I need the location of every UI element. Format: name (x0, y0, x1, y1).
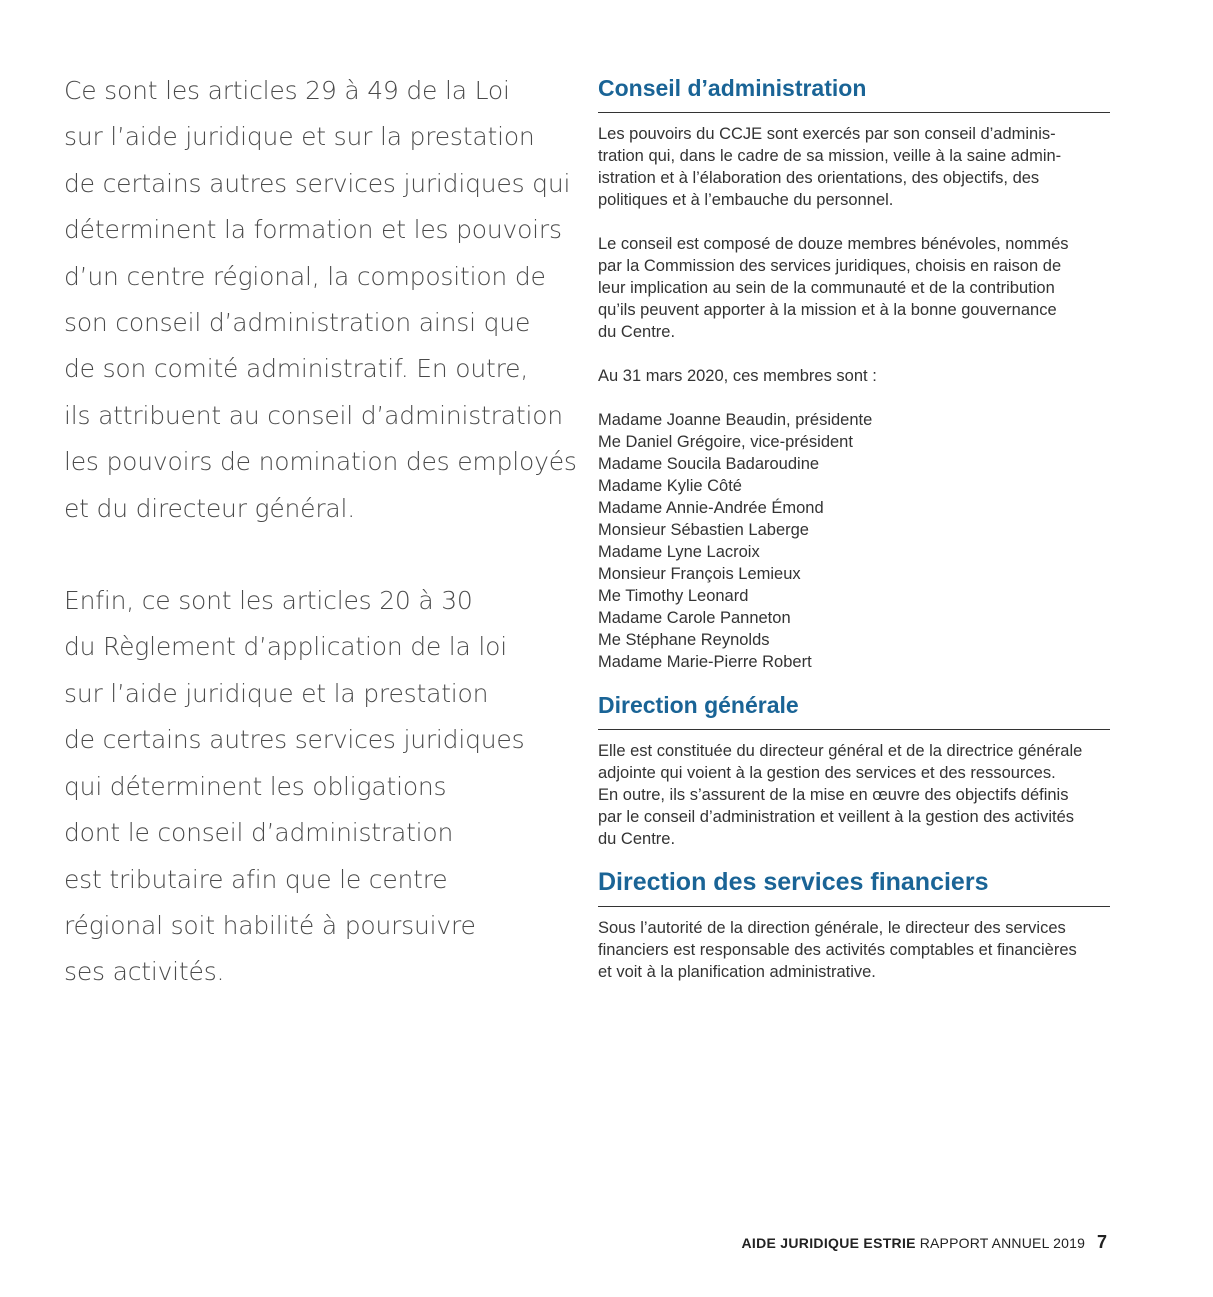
text-line: adjointe qui voient à la gestion des services et des ressources. (598, 764, 1056, 782)
member-item: Me Timothy Leonard (598, 587, 749, 605)
text-line: est tributaire afin que le centre (64, 864, 448, 894)
member-item: Madame Joanne Beaudin, présidente (598, 411, 873, 429)
direction-generale-heading: Direction générale (598, 687, 1110, 730)
text-line: Les pouvoirs du CCJE sont exercés par son conseil d’adminis- (598, 125, 1056, 143)
member-item: Madame Annie-Andrée Émond (598, 499, 824, 517)
text-line: Enfin, ce sont les articles 20 à 30 (64, 586, 473, 616)
text-line: ils attribuent au conseil d’administration (64, 400, 563, 430)
text-line: Sous l’autorité de la direction générale, le directeur des services (598, 919, 1066, 937)
member-item: Monsieur Sébastien Laberge (598, 521, 809, 539)
text-line: de son comité administratif. En outre, (64, 354, 529, 384)
conseil-composition-paragraph (598, 233, 1110, 343)
footer-organization: AIDE JURIDIQUE ESTRIE (741, 1235, 916, 1251)
text-line: istration et à l’élaboration des orientations, des objectifs, des (598, 169, 1040, 187)
text-line: du Centre. (598, 830, 676, 848)
text-line: leur implication au sein de la communauté et de la contribution (598, 279, 1055, 297)
members-list (598, 409, 1110, 673)
text-line: les pouvoirs de nomination des employés (64, 447, 577, 477)
services-financiers-heading: Direction des services financiers (598, 864, 1110, 907)
text-line: politiques et à l’embauche du personnel. (598, 191, 894, 209)
left-column (64, 68, 577, 996)
member-item: Monsieur François Lemieux (598, 565, 801, 583)
member-item: Madame Marie-Pierre Robert (598, 653, 812, 671)
text-line: et voit à la planification administrative. (598, 963, 876, 981)
text-line: dont le conseil d’administration (64, 818, 454, 848)
text-line: En outre, ils s’assurent de la mise en œuvre des objectifs définis (598, 786, 1069, 804)
text-line: déterminent la formation et les pouvoirs (64, 215, 562, 245)
text-line: sur l’aide juridique et sur la prestation (64, 122, 535, 152)
text-line: Le conseil est composé de douze membres bénévoles, nommés (598, 235, 1069, 253)
text-line: et du directeur général. (64, 493, 356, 523)
conseil-section (598, 70, 1110, 673)
direction-generale-section (598, 687, 1110, 850)
text-line: par la Commission des services juridiques, choisis en raison de (598, 257, 1062, 275)
page-number: 7 (1096, 1232, 1107, 1252)
page-footer (741, 1232, 1107, 1253)
text-line: sur l’aide juridique et la prestation (64, 678, 489, 708)
text-line: Ce sont les articles 29 à 49 de la Loi (64, 76, 510, 105)
text-line: financiers est responsable des activités comptables et financières (598, 941, 1077, 959)
member-item: Madame Carole Panneton (598, 609, 791, 627)
text-line: de certains autres services juridiques (64, 725, 525, 755)
text-line: du Centre. (598, 323, 676, 341)
member-item: Madame Kylie Côté (598, 477, 742, 495)
text-line: par le conseil d’administration et veillent à la gestion des activités (598, 808, 1075, 826)
text-line: qu’ils peuvent apporter à la mission et à la bonne gouvernance (598, 301, 1057, 319)
member-item: Madame Soucila Badaroudine (598, 455, 820, 473)
text-line: ses activités. (64, 957, 225, 987)
conseil-heading: Conseil d’administration (598, 70, 1110, 113)
text-line: Elle est constituée du directeur général et de la directrice générale (598, 742, 1083, 760)
text-line: du Règlement d’application de la loi (64, 632, 508, 662)
footer-report-title: RAPPORT ANNUEL 2019 (919, 1235, 1086, 1251)
text-line: tration qui, dans le cadre de sa mission, veille à la saine admin- (598, 147, 1062, 165)
member-item: Me Daniel Grégoire, vice-président (598, 433, 853, 451)
services-financiers-section (598, 864, 1110, 983)
text-line: d’un centre régional, la composition de (64, 261, 546, 291)
right-column (598, 70, 1110, 983)
conseil-powers-paragraph (598, 123, 1110, 211)
intro-paragraph-law (64, 68, 577, 532)
member-item: Madame Lyne Lacroix (598, 543, 760, 561)
text-line: de certains autres services juridiques qui (64, 168, 571, 198)
direction-generale-paragraph (598, 740, 1110, 850)
text-line: régional soit habilité à poursuivre (64, 910, 476, 940)
services-financiers-paragraph (598, 917, 1110, 983)
members-intro: Au 31 mars 2020, ces membres sont : (598, 367, 877, 385)
text-line: qui déterminent les obligations (64, 771, 447, 801)
intro-paragraph-regulation (64, 578, 564, 996)
member-item: Me Stéphane Reynolds (598, 631, 770, 649)
text-line: son conseil d’administration ainsi que (64, 308, 531, 338)
